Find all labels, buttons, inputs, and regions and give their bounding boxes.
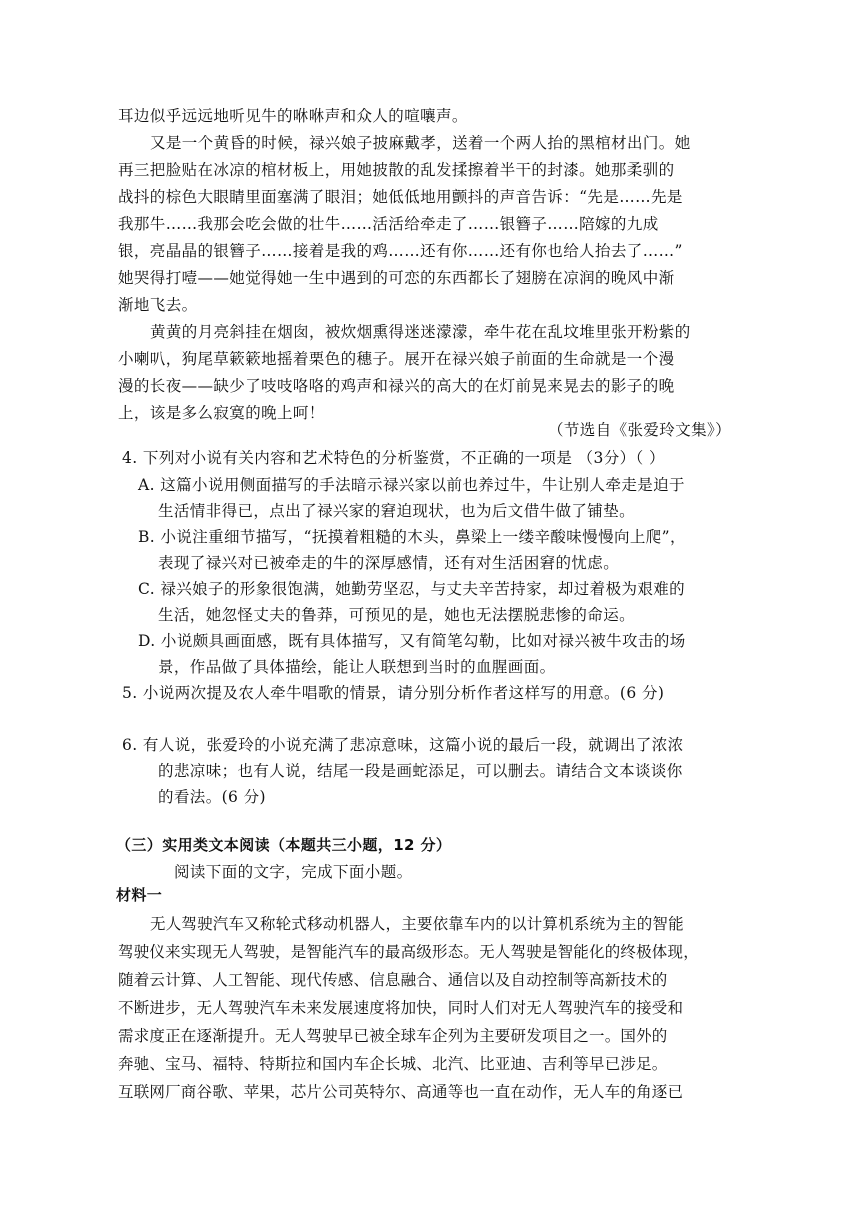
question-6-cont: 的看法。(6 分) <box>158 788 266 806</box>
option-c-cont: 生活，她忽怪丈夫的鲁莽，可预见的是，她也无法摆脱悲惨的命运。 <box>158 606 636 624</box>
material-line: 不断进步，无人驾驶汽车未来发展速度将加快，同时人们对无人驾驶汽车的接受和 <box>118 999 684 1017</box>
material-line: 奔驰、宝马、福特、特斯拉和国内车企长城、北汽、比亚迪、吉利等早已涉足。 <box>118 1055 668 1073</box>
story-source: （节选自《张爱玲文集》） <box>548 421 732 439</box>
question-6: 6. 有人说，张爱玲的小说充满了悲凉意味，这篇小说的最后一段，就调出了浓浓 <box>122 736 684 754</box>
option-b: B. 小说注重细节描写，“抚摸着粗糙的木头，鼻梁上一缕辛酸味慢慢向上爬”， <box>138 528 686 546</box>
option-a-cont: 生活情非得已，点出了禄兴家的窘迫现状，也为后文借牛做了铺垫。 <box>158 502 636 520</box>
story-line: 银，亮晶晶的银簪子……接着是我的鸡……还有你……还有你也给人抬去了……” <box>118 242 683 260</box>
material-line: 随着云计算、人工智能、现代传感、信息融合、通信以及自动控制等高新技术的 <box>118 971 668 989</box>
option-d: D. 小说颇具画面感，既有具体描写，又有简笔勾勒，比如对禄兴被牛攻击的场 <box>138 632 686 650</box>
story-line: 耳边似乎远远地听见牛的咻咻声和众人的喧嚷声。 <box>118 107 468 125</box>
question-4-stem: 4. 下列对小说有关内容和艺术特色的分析鉴赏，不正确的一项是 （3分）（ ） <box>122 449 665 467</box>
option-c: C. 禄兴娘子的形象很饱满，她勤劳坚忍，与丈夫辛苦持家，却过着极为艰难的 <box>138 580 686 598</box>
story-line: 又是一个黄昏的时候，禄兴娘子披麻戴孝，送着一个两人抬的黑棺材出门。她 <box>150 134 691 152</box>
story-line: 渐地飞去。 <box>118 296 198 314</box>
story-line: 漫的长夜——缺少了吱吱咯咯的鸡声和禄兴的高大的在灯前晃来晃去的影子的晚 <box>118 377 675 395</box>
story-line: 我那牛……我那会吃会做的壮牛……活活给牵走了……银簪子……陪嫁的九成 <box>118 215 659 233</box>
question-5: 5. 小说两次提及农人牵牛唱歌的情景，请分别分析作者这样写的用意。(6 分) <box>122 684 665 702</box>
option-b-cont: 表现了禄兴对已被牵走的牛的深厚感情，还有对生活困窘的忧虑。 <box>158 554 620 572</box>
section-3-title: （三）实用类文本阅读（本题共三小题，12 分） <box>116 836 452 854</box>
story-line: 她哭得打噎——她觉得她一生中遇到的可恋的东西都长了翅膀在凉润的晚风中渐 <box>118 269 675 287</box>
story-line: 上，该是多么寂寞的晚上呵！ <box>118 404 325 422</box>
story-line: 再三把脸贴在冰凉的棺材板上，用她披散的乱发揉擦着半干的封漆。她那柔驯的 <box>118 161 675 179</box>
story-line: 黄黄的月亮斜挂在烟囱，被炊烟熏得迷迷濛濛，牵牛花在乱坟堆里张开粉紫的 <box>150 323 691 341</box>
material-label: 材料一 <box>116 886 163 904</box>
material-line: 互联网厂商谷歌、苹果，芯片公司英特尔、高通等也一直在动作，无人车的角逐已 <box>118 1083 684 1101</box>
question-6-cont: 的悲凉味；也有人说，结尾一段是画蛇添足，可以删去。请结合文本谈谈你 <box>158 762 683 780</box>
story-line: 小喇叭，狗尾草簌簌地摇着栗色的穗子。展开在禄兴娘子前面的生命就是一个漫 <box>118 350 675 368</box>
option-d-cont: 景，作品做了具体描绘，能让人联想到当时的血腥画面。 <box>158 658 556 676</box>
option-a: A. 这篇小说用侧面描写的手法暗示禄兴家以前也养过牛，牛让别人牵走是迫于 <box>138 476 685 494</box>
section-3-instruction: 阅读下面的文字，完成下面小题。 <box>174 863 413 881</box>
material-line: 驾驶仪来实现无人驾驶，是智能汽车的最高级形态。无人驾驶是智能化的终极体现， <box>118 943 699 961</box>
material-line: 无人驾驶汽车又称轮式移动机器人，主要依靠车内的以计算机系统为主的智能 <box>150 915 684 933</box>
story-line: 战抖的棕色大眼睛里面塞满了眼泪；她低低地用颤抖的声音告诉：“先是……先是 <box>118 188 683 206</box>
material-line: 需求度正在逐渐提升。无人驾驶早已被全球车企列为主要研发项目之一。国外的 <box>118 1027 668 1045</box>
